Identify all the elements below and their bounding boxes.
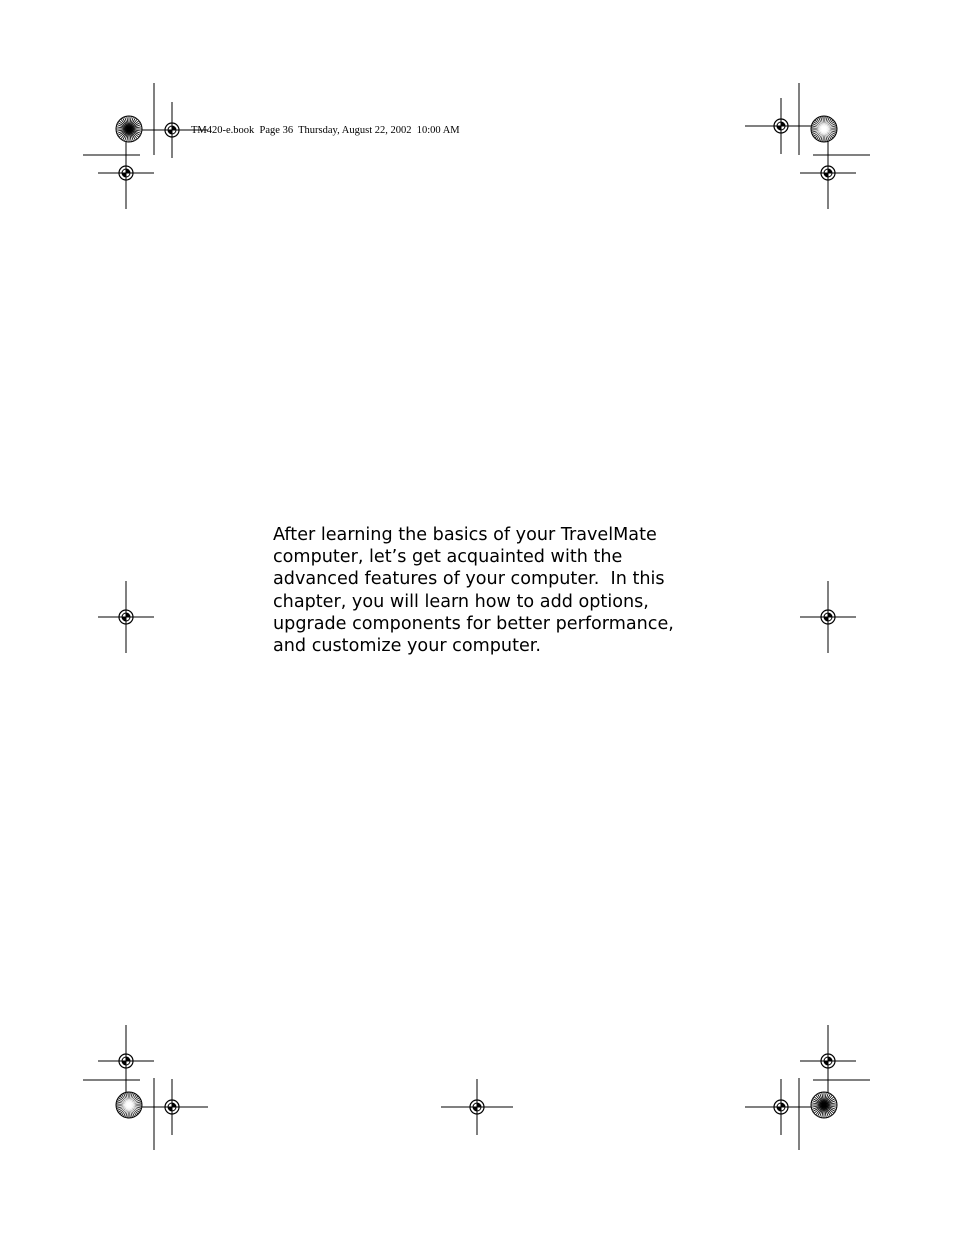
- registration-crosshair: [800, 137, 856, 209]
- registration-crosshair: [441, 1079, 513, 1135]
- chapter-intro-paragraph: [273, 524, 693, 657]
- registration-crosshair: [800, 1025, 856, 1097]
- registration-crosshair: [745, 98, 817, 154]
- registration-crosshair: [98, 137, 154, 209]
- intro-line: After learning the basics of your TravelMate: [273, 525, 657, 545]
- starburst-target: [811, 1092, 837, 1118]
- registration-crosshair: [136, 1079, 208, 1135]
- starburst-target: [811, 116, 837, 142]
- registration-crosshair: [745, 1079, 817, 1135]
- print-slug: TM420-e.book Page 36 Thursday, August 22, 2002 10:00 AM: [191, 125, 460, 136]
- intro-line: chapter, you will learn how to add options,: [273, 591, 649, 612]
- registration-crosshair: [98, 1025, 154, 1097]
- starburst-target: [116, 116, 142, 142]
- intro-line: upgrade components for better performance,: [273, 613, 674, 634]
- registration-crosshair: [800, 581, 856, 653]
- starburst-target: [116, 1092, 142, 1118]
- intro-line: computer, let’s get acquainted with the: [273, 547, 623, 568]
- registration-crosshair: [98, 581, 154, 653]
- intro-line: and customize your computer.: [273, 636, 542, 657]
- intro-line: advanced features of your computer. In this: [273, 569, 665, 590]
